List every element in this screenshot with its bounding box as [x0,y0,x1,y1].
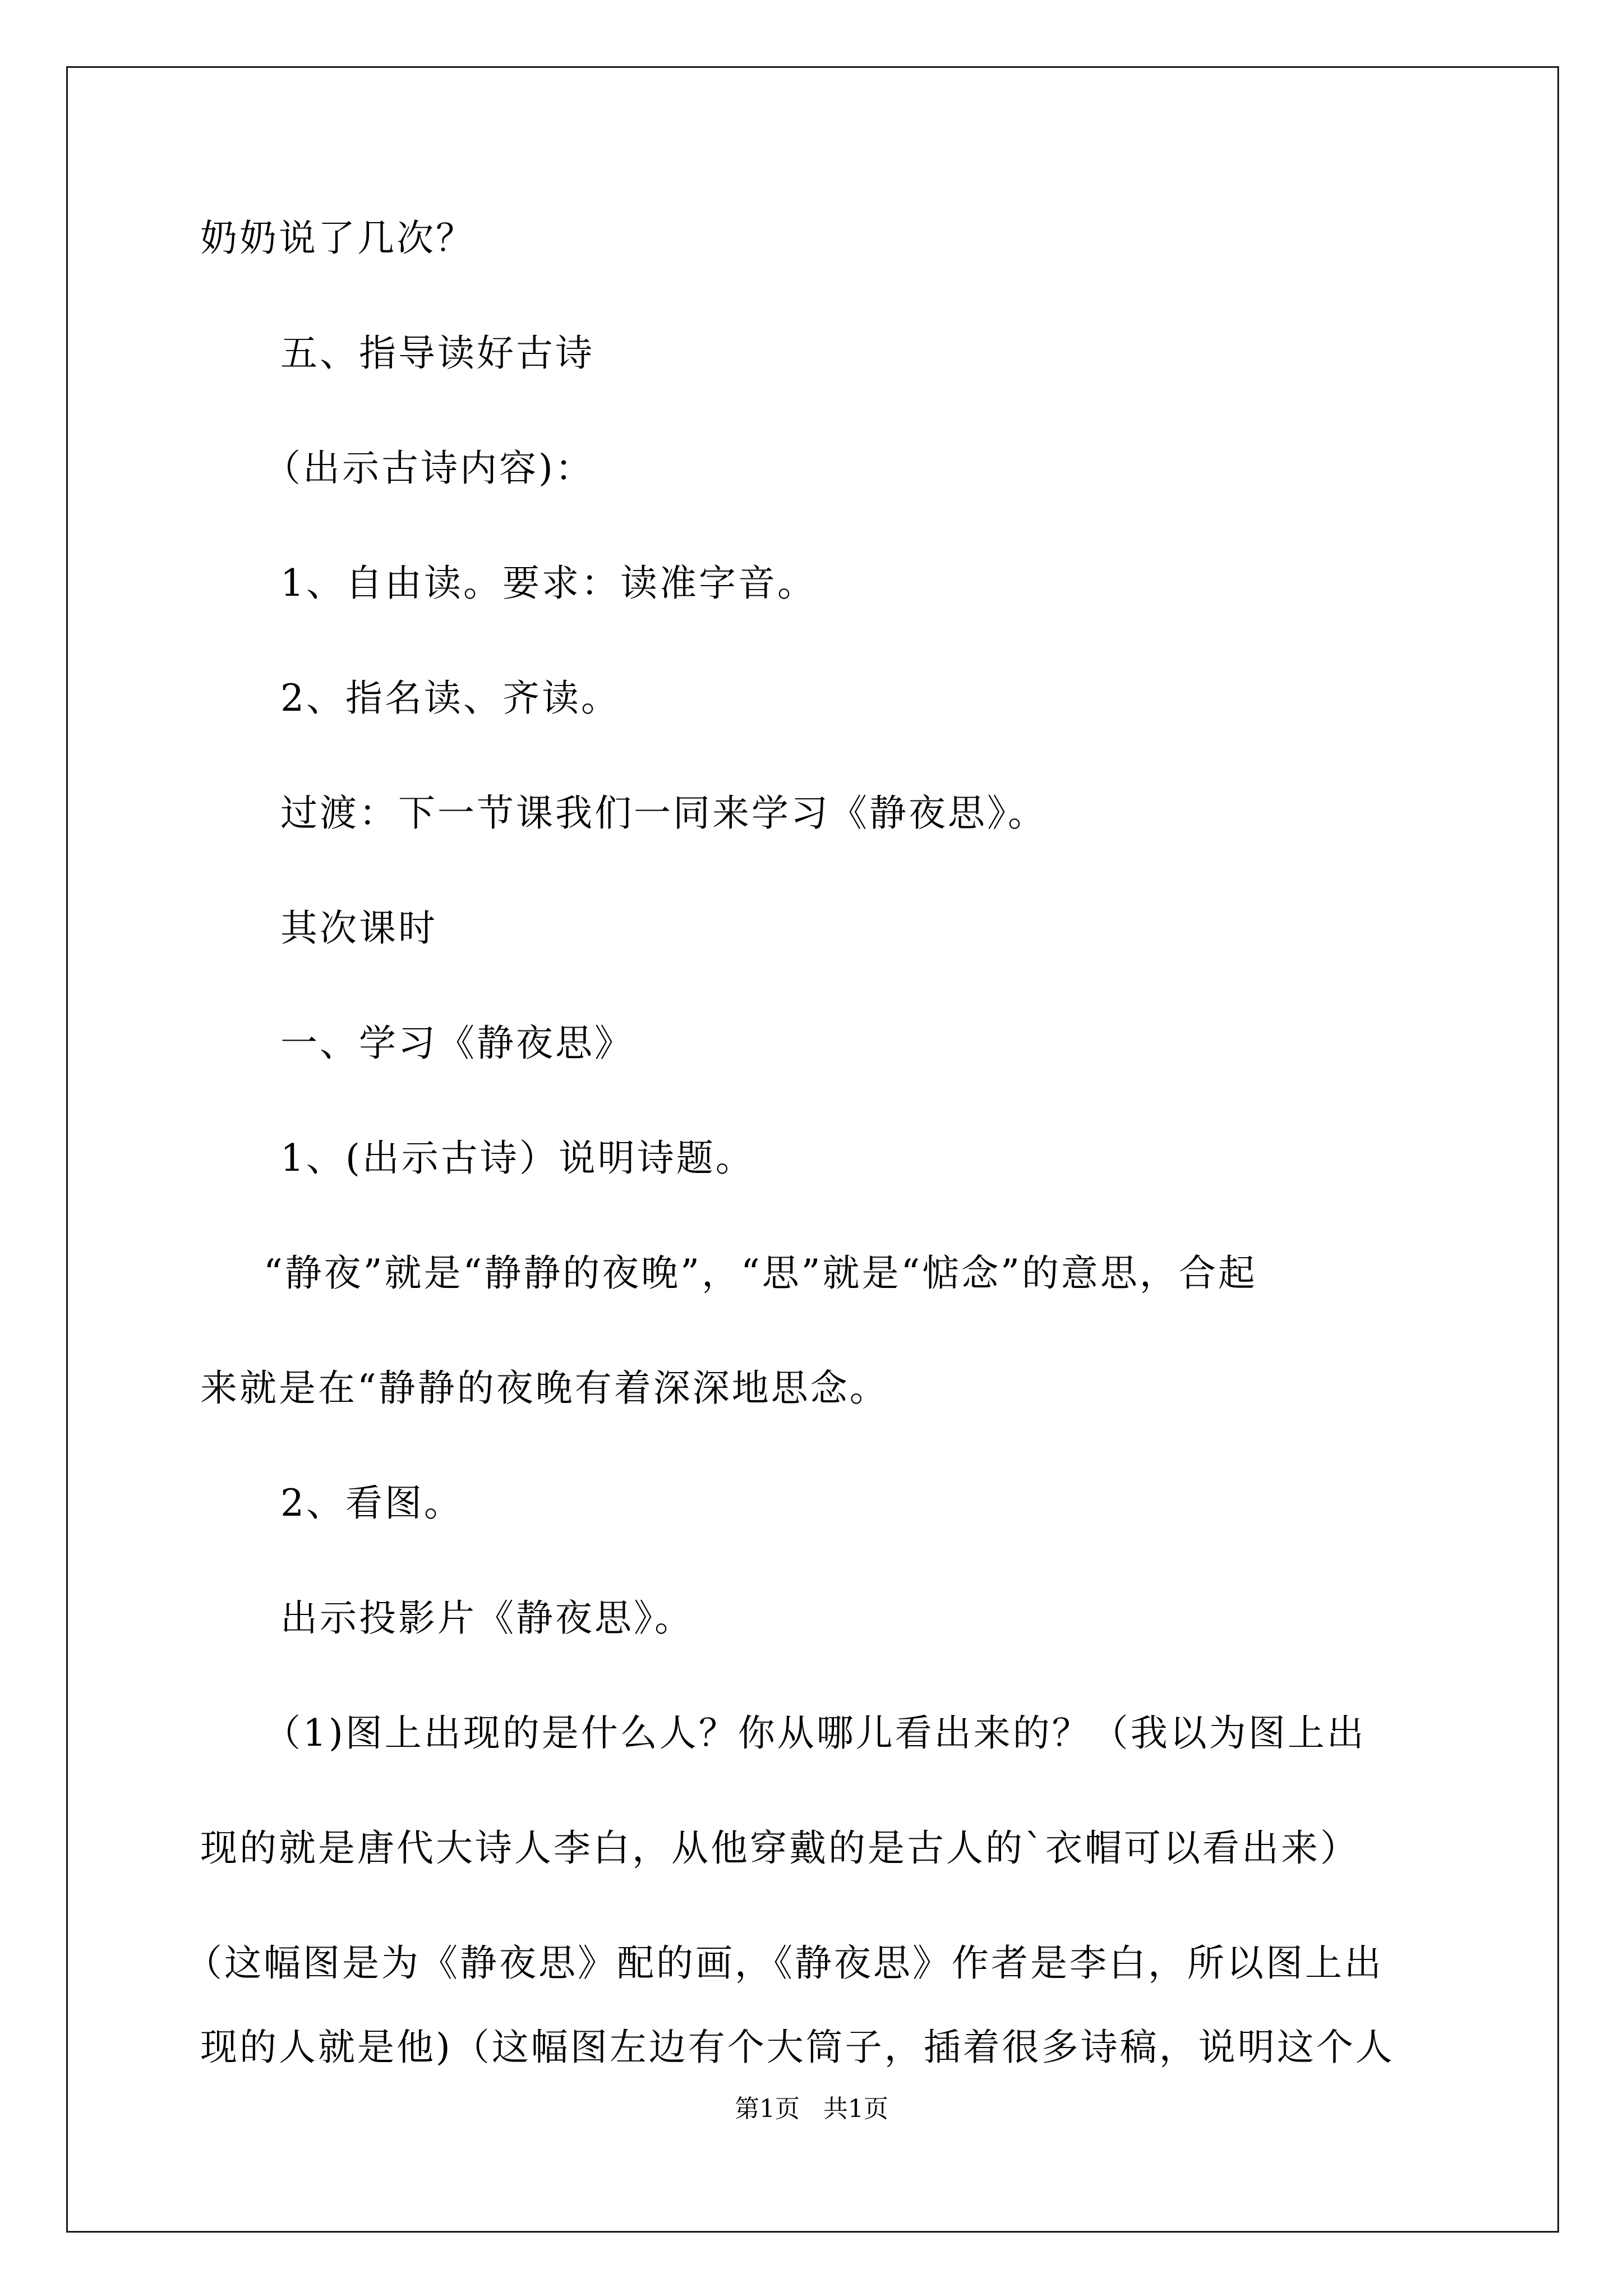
section-heading-second-lesson: 其次课时 [280,907,437,950]
text-line-9: 1、(出示古诗）说明诗题。 [280,1137,755,1180]
text-line-14: （1)图上出现的是什么人？你从哪儿看出来的？（我以为图上出 [264,1711,1366,1755]
text-line-1: 奶奶说了几次？ [200,217,475,260]
text-line-16: （这幅图是为《静夜思》配的画，《静夜思》作者是李白，所以图上出 [185,1941,1384,1985]
section-heading-one: 一、学习《静夜思》 [280,1022,634,1065]
text-line-10: “静夜”就是“静静的夜晚”，“思”就是“惦念”的意思，合起 [264,1251,1257,1295]
text-line-15: 现的就是唐代大诗人李白，从他穿戴的是古人的`衣帽可以看出来） [200,1826,1359,1870]
page-footer: 第1页 共1页 [735,2095,888,2123]
text-line-6: 过渡：下一节课我们一同来学习《静夜思》。 [280,792,1047,835]
text-line-13: 出示投影片《静夜思》。 [280,1596,694,1640]
text-line-17: 现的人就是他)（这幅图左边有个大筒子，插着很多诗稿，说明这个人 [200,2026,1395,2069]
text-line-4: 1、自由读。要求：读准字音。 [280,562,817,605]
section-heading-five: 五、指导读好古诗 [280,332,594,375]
text-line-11: 来就是在“静静的夜晚有着深深地思念。 [200,1366,889,1410]
text-line-12: 2、看图。 [280,1481,463,1525]
text-line-5: 2、指名读、齐读。 [280,677,620,720]
text-line-3: （出示古诗内容)： [264,447,594,490]
